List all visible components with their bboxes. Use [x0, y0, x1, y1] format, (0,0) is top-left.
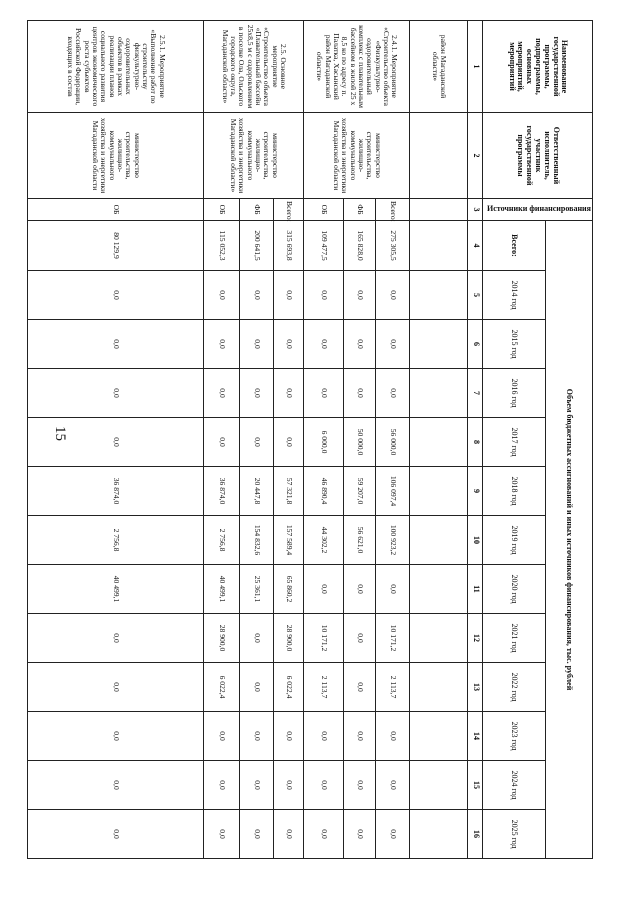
responsible-executor: министерство строительства, жилищно-коммунального хозяйства и энергетики Магаданской области	[28, 113, 204, 199]
year-value: 0,0	[274, 761, 304, 810]
year-value: 0,0	[28, 712, 204, 761]
year-value: 0,0	[344, 810, 376, 859]
year-value: 57 321,8	[274, 467, 304, 516]
year-value: 0,0	[28, 418, 204, 467]
year-value: 6 000,0	[304, 418, 344, 467]
funding-source: Всего:	[274, 199, 304, 221]
year-value: 10 171,2	[376, 614, 410, 663]
funding-source: ОБ	[304, 199, 344, 221]
funding-source: ОБ	[28, 199, 204, 221]
header-year: 2017 год	[483, 418, 545, 467]
table-row	[274, 21, 304, 859]
year-value: 44 302,2	[304, 516, 344, 565]
year-value: 0,0	[304, 271, 344, 320]
total-value: 200 641,5	[240, 221, 274, 271]
header-responsible: Ответственный исполнитель, участник государственной программы	[483, 113, 593, 199]
year-value: 0,0	[304, 712, 344, 761]
header-year: 2023 год	[483, 712, 545, 761]
year-value: 0,0	[28, 614, 204, 663]
year-value: 0,0	[240, 320, 274, 369]
year-value: 0,0	[376, 271, 410, 320]
year-value: 6 022,4	[274, 663, 304, 712]
year-value: 0,0	[344, 614, 376, 663]
year-value: 0,0	[204, 418, 240, 467]
year-value: 0,0	[204, 271, 240, 320]
funding-source: ФБ	[240, 199, 274, 221]
column-number: 1	[468, 21, 483, 113]
header-total: Всего:	[483, 221, 545, 271]
year-value: 2 113,7	[376, 663, 410, 712]
year-value: 0,0	[304, 320, 344, 369]
year-value: 0,0	[274, 369, 304, 418]
column-number: 6	[468, 320, 483, 369]
year-value: 28 900,0	[204, 614, 240, 663]
year-value: 2 113,7	[304, 663, 344, 712]
column-number: 7	[468, 369, 483, 418]
year-value: 0,0	[274, 712, 304, 761]
year-value: 0,0	[274, 271, 304, 320]
year-value: 0,0	[240, 418, 274, 467]
year-value: 0,0	[344, 663, 376, 712]
year-value: 0,0	[376, 320, 410, 369]
column-number: 9	[468, 467, 483, 516]
header-name: Наименование государственной программы, подпрограммы, основных мероприятий, мероприятий	[483, 21, 593, 113]
measure-name: 2.4.1. Мероприятие «Строительство объекта «Физкультурно-оздоровительный комплекс с плавательным бассейном в жилой 25 x 8,5 ко по адресу п. Палатка, Хасынский район Магаданской области»	[304, 21, 410, 113]
year-value: 0,0	[304, 565, 344, 614]
header-year: 2021 год	[483, 614, 545, 663]
year-value: 0,0	[304, 810, 344, 859]
responsible-executor: министерство строительства, жилищно-коммунального хозяйства и энергетики Магаданской области	[304, 113, 410, 199]
total-value: 80 129,9	[28, 221, 204, 271]
year-value: 0,0	[240, 271, 274, 320]
budget-table-container	[61, 20, 593, 858]
table-row	[28, 21, 204, 859]
year-value: 6 022,4	[204, 663, 240, 712]
year-value: 0,0	[304, 761, 344, 810]
column-number: 8	[468, 418, 483, 467]
funding-source: ОБ	[204, 199, 240, 221]
year-value: 0,0	[274, 810, 304, 859]
header-year: 2019 год	[483, 516, 545, 565]
page-number: 15	[52, 426, 68, 441]
column-number: 15	[468, 761, 483, 810]
year-value: 0,0	[204, 712, 240, 761]
year-value: 0,0	[376, 712, 410, 761]
year-value: 0,0	[376, 761, 410, 810]
total-value: 315 693,8	[274, 221, 304, 271]
year-value: 56 621,0	[344, 516, 376, 565]
column-number: 11	[468, 565, 483, 614]
year-value: 0,0	[376, 565, 410, 614]
year-value: 0,0	[240, 761, 274, 810]
total-value: 165 828,0	[344, 221, 376, 271]
continuation-name: район Магаданской области»	[410, 21, 468, 113]
budget-table	[27, 20, 593, 859]
year-value: 2 756,8	[204, 516, 240, 565]
header-year: 2014 год	[483, 271, 545, 320]
column-number: 3	[468, 199, 483, 221]
header-year: 2024 год	[483, 761, 545, 810]
total-value: 275 305,5	[376, 221, 410, 271]
column-number: 14	[468, 712, 483, 761]
header-sources: Источники финансирования	[483, 199, 593, 221]
table-row	[376, 21, 410, 859]
year-value: 0,0	[376, 369, 410, 418]
header-volume: Объем бюджетных ассигнований и иных источников финансирования, тыс. рублей	[545, 221, 592, 859]
year-value: 65 860,2	[274, 565, 304, 614]
header-year: 2016 год	[483, 369, 545, 418]
column-number: 13	[468, 663, 483, 712]
column-number: 10	[468, 516, 483, 565]
responsible-executor: министерство строительства, жилищно-коммунального хозяйства и энергетики Магаданской области»	[204, 113, 304, 199]
year-value: 0,0	[240, 810, 274, 859]
year-value: 0,0	[274, 320, 304, 369]
year-value: 0,0	[28, 761, 204, 810]
column-number: 16	[468, 810, 483, 859]
year-value: 0,0	[344, 369, 376, 418]
year-value: 2 756,8	[28, 516, 204, 565]
year-value: 59 207,0	[344, 467, 376, 516]
header-year: 2020 год	[483, 565, 545, 614]
year-value: 36 874,0	[28, 467, 204, 516]
year-value: 0,0	[376, 810, 410, 859]
column-number: 12	[468, 614, 483, 663]
year-value: 20 447,8	[240, 467, 274, 516]
year-value: 0,0	[240, 663, 274, 712]
year-value: 0,0	[28, 320, 204, 369]
year-value: 0,0	[304, 369, 344, 418]
year-value: 157 589,4	[274, 516, 304, 565]
year-value: 100 923,2	[376, 516, 410, 565]
funding-source: ФБ	[344, 199, 376, 221]
year-value: 0,0	[28, 810, 204, 859]
year-value: 28 900,0	[274, 614, 304, 663]
year-value: 50 000,0	[344, 418, 376, 467]
year-value: 0,0	[28, 369, 204, 418]
header-year: 2015 год	[483, 320, 545, 369]
header-year: 2022 год	[483, 663, 545, 712]
year-value: 106 097,4	[376, 467, 410, 516]
measure-name: 2.5.1. Мероприятие «Выполнение работ по строительству физкультурно-оздоровительных объектов в рамках реализации планов социального развития центров экономического роста субъектов Российской Федерации, входящих в состав	[28, 21, 204, 113]
header-year: 2025 год	[483, 810, 545, 859]
column-number: 2	[468, 113, 483, 199]
year-value: 40 499,1	[204, 565, 240, 614]
year-value: 0,0	[274, 418, 304, 467]
year-value: 154 832,6	[240, 516, 274, 565]
year-value: 10 171,2	[304, 614, 344, 663]
year-value: 0,0	[240, 712, 274, 761]
year-value: 0,0	[240, 369, 274, 418]
year-value: 0,0	[240, 614, 274, 663]
year-value: 0,0	[28, 271, 204, 320]
total-value: 109 477,5	[304, 221, 344, 271]
column-number: 4	[468, 221, 483, 271]
year-value: 36 874,0	[204, 467, 240, 516]
column-number: 5	[468, 271, 483, 320]
year-value: 0,0	[344, 271, 376, 320]
year-value: 0,0	[344, 565, 376, 614]
year-value: 0,0	[204, 761, 240, 810]
year-value: 0,0	[344, 761, 376, 810]
year-value: 0,0	[28, 663, 204, 712]
year-value: 46 890,4	[304, 467, 344, 516]
year-value: 0,0	[204, 810, 240, 859]
header-year: 2018 год	[483, 467, 545, 516]
year-value: 40 499,1	[28, 565, 204, 614]
year-value: 0,0	[204, 320, 240, 369]
year-value: 0,0	[344, 712, 376, 761]
total-value: 115 052,3	[204, 221, 240, 271]
year-value: 0,0	[344, 320, 376, 369]
measure-name: 2.5. Основное мероприятие «Строительство объекта «Плавательный бассейн 25x8,5 м с оздоровлением в поселке Ола, Ольского городского округа, Магаданской области»	[204, 21, 304, 113]
year-value: 25 361,1	[240, 565, 274, 614]
funding-source: Всего:	[376, 199, 410, 221]
year-value: 56 000,0	[376, 418, 410, 467]
year-value: 0,0	[204, 369, 240, 418]
